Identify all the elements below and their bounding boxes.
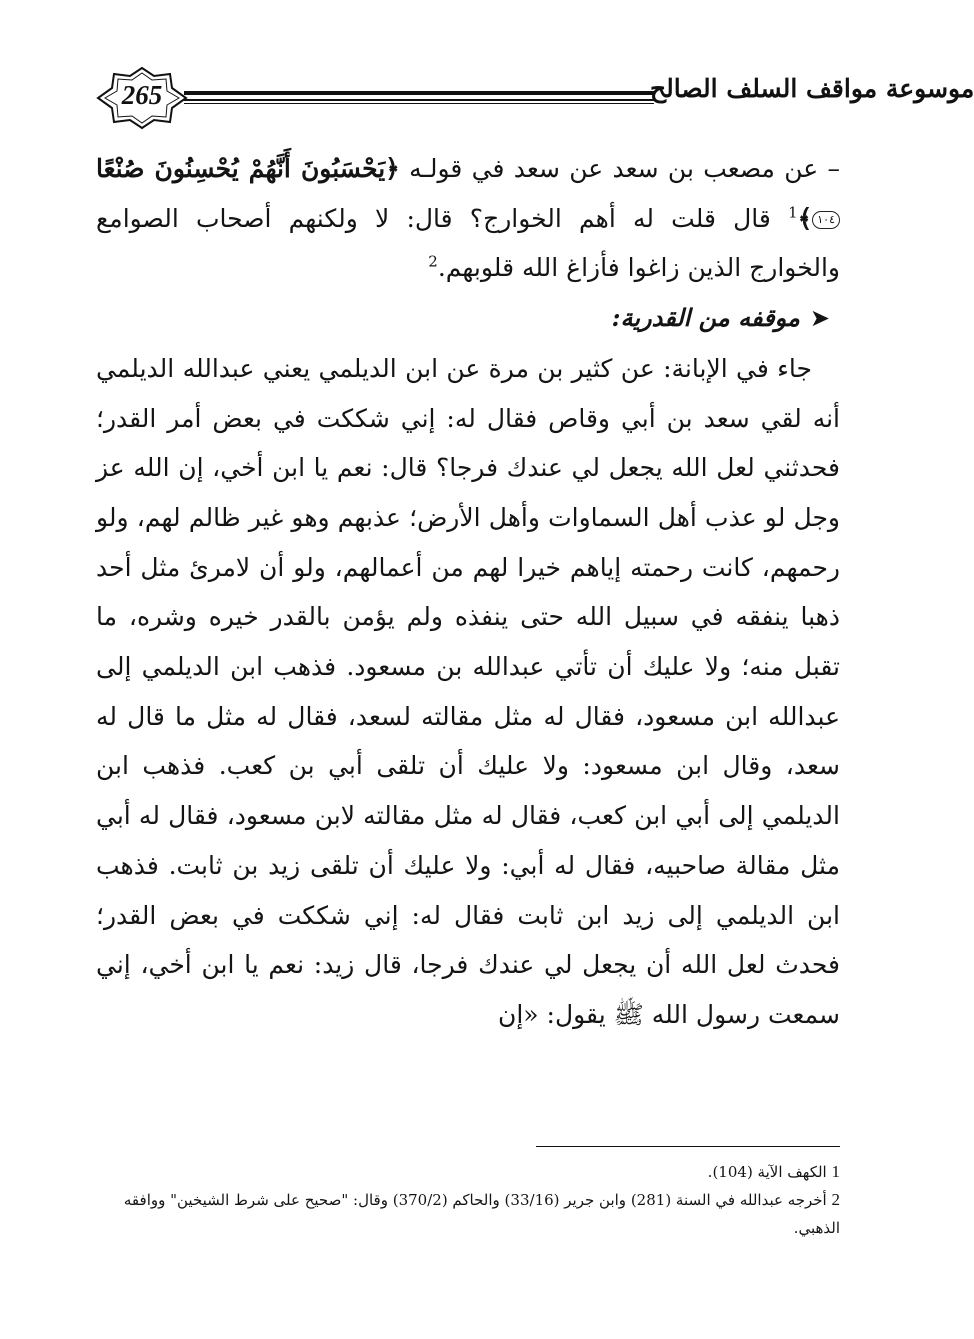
footnote-ref-2: 2 xyxy=(428,253,438,272)
page-number-badge xyxy=(96,66,188,130)
intro-text: – عن مصعب بن سعد عن سعد في قولـه xyxy=(399,154,840,183)
page-header xyxy=(96,66,974,130)
hadith-paragraph xyxy=(96,144,840,293)
main-text xyxy=(96,144,840,1040)
page-number: 265 xyxy=(121,80,163,110)
intro-continuation: قال قلت له أهم الخوارج؟ قال: لا ولكنهم أصحاب الصوامع والخوارج الذين زاغوا فأزاغ الله قلوبهم. xyxy=(96,203,840,283)
footnote-ref-1: 1 xyxy=(788,203,798,222)
body-paragraph: جاء في الإبانة: عن كثير بن مرة عن ابن الديلمي يعني عبدالله الديلمي أنه لقي سعد بن أبي وقاص فقال له: إني شككت في بعض أمر القدر؛ فحدثني لعل الله يجعل لي عندك فرجا؟ قال: نعم يا ابن أخي، إن الله عز وجل لو عذب أهل السماوات وأهل الأرض؛ عذبهم وهو غير ظالم لهم، ولو رحمهم، كانت رحمته إياهم خيرا لهم من أعمالهم، ولو أن لامرئ مثل أحد ذهبا ينفقه في سبيل الله حتى ينفذه ولم يؤمن بالقدر خيره وشره، ما تقبل منه؛ ولا عليك أن تأتي عبدالله بن مسعود. فذهب ابن الديلمي إلى عبدالله ابن مسعود، فقال له مثل مقالته لسعد، فقال له مثل ما قال له سعد، وقال ابن مسعود: ولا عليك أن تلقى أبي بن كعب. فذهب ابن الديلمي إلى أبي ابن كعب، فقال له مثل مقالته لابن مسعود، فقال له أبي مثل مقالة صاحبيه، فقال له أبي: ولا عليك أن تلقى زيد بن ثابت. فذهب ابن الديلمي إلى زيد ابن ثابت فقال له: إني شككت في بعض القدر؛ فحدث لعل الله أن يجعل لي عندك فرجا، قال زيد: نعم يا ابن أخي، إني سمعت رسول الله ﷺ يقول: «إن xyxy=(96,353,840,1029)
book-title: موسوعة مواقف السلف الصالح xyxy=(650,74,974,103)
footnote-number: 2 xyxy=(831,1190,840,1209)
arrow-bullet-icon: ➤ xyxy=(809,304,830,333)
footnote-text: الكهف الآية (104). xyxy=(707,1163,832,1181)
footnote-1 xyxy=(96,1158,840,1186)
footnote-text: أخرجه عبدالله في السنة (281) وابن جرير (33/16) والحاكم (370/2) وقال: "صحيح على شرط الشيخين" ووافقه الذهبي. xyxy=(123,1191,840,1237)
footnote-2 xyxy=(96,1186,840,1242)
section-heading: موقفه من القدرية: xyxy=(611,303,800,333)
footnotes xyxy=(96,1158,840,1242)
footnote-number: 1 xyxy=(831,1162,840,1181)
quran-verse: ﴿يَحْسَبُونَ أَنَّهُمْ يُحْسِنُونَ صُنْعًا xyxy=(96,154,400,183)
verse-number: ١٠٤ xyxy=(812,211,840,229)
verse-close: ﴾ xyxy=(797,203,813,233)
section-heading-line xyxy=(96,293,840,344)
header-rule xyxy=(184,91,654,105)
footnote-divider xyxy=(536,1146,840,1147)
